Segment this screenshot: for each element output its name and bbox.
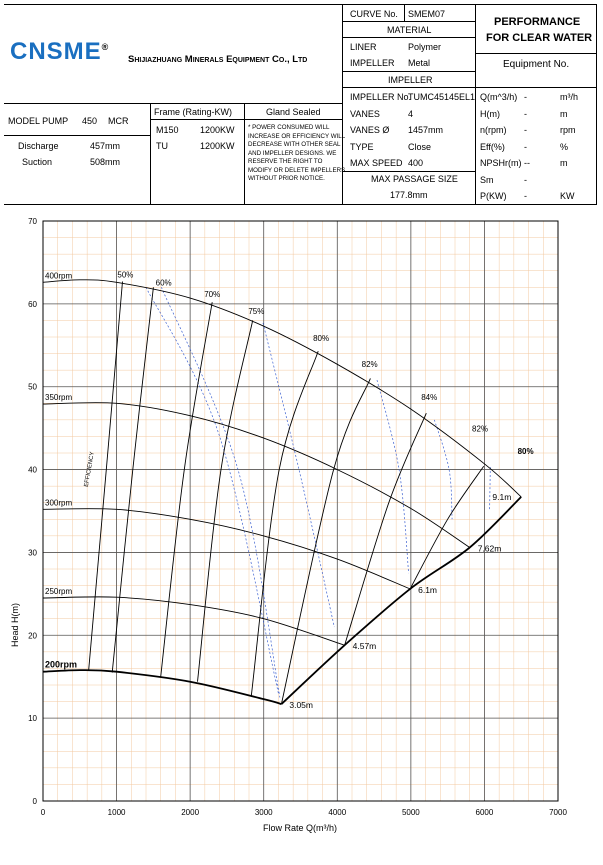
param-value: - — [524, 92, 527, 102]
y-tick-label: 20 — [28, 631, 37, 641]
npsh-label: 9.1m — [492, 492, 512, 503]
param-unit: m — [560, 108, 568, 119]
param-unit: % — [560, 141, 569, 152]
param-value: - — [524, 191, 527, 201]
param-label: Sm — [480, 174, 494, 185]
header-block — [4, 4, 597, 204]
impeller-material-label: IMPELLER — [350, 58, 395, 68]
model-pump-suffix: MCR — [108, 116, 129, 126]
impeller-section-label: IMPELLER — [388, 75, 433, 85]
speed-curve-label: 200rpm — [45, 659, 78, 670]
frame-row-2-rating: 1200KW — [200, 141, 235, 151]
speed-curve-label: 250rpm — [45, 587, 73, 596]
param-unit: rpm — [560, 125, 576, 135]
x-tick-label: 7000 — [549, 808, 567, 817]
param-unit: m — [560, 158, 568, 168]
type-label: TYPE — [350, 142, 374, 152]
liner-label: LINER — [350, 42, 377, 52]
frame-row-1-rating: 1200KW — [200, 125, 235, 135]
param-unit: m³/h — [560, 92, 578, 102]
suction-label: Suction — [22, 157, 53, 167]
npsh-label: 7.62m — [477, 543, 502, 554]
impeller-no-value: TUMC45145EL1 — [408, 92, 476, 102]
discharge-label: Discharge — [18, 141, 59, 151]
param-value: - — [524, 125, 527, 135]
param-label: P(KW) — [480, 191, 507, 201]
curve-no-value: SMEM07 — [408, 9, 446, 19]
x-tick-label: 0 — [40, 808, 46, 817]
efficiency-label: 82% — [361, 359, 378, 369]
efficiency-label: 80% — [313, 334, 330, 344]
efficiency-label: 50% — [117, 270, 134, 280]
vanes-dia-value: 1457mm — [408, 125, 444, 135]
company-name: Shijiazhuang Minerals Equipment Co., Ltd — [128, 54, 308, 65]
x-tick-label: 4000 — [328, 808, 347, 817]
y-tick-label: 40 — [28, 465, 37, 475]
x-tick-label: 2000 — [181, 808, 200, 817]
y-axis-label: Head H(m) — [10, 602, 20, 648]
notice-text: * POWER CONSUMED WILL INCREASE OR EFFICIENCY WILL DECREASE WITH OTHER SEAL AND IMPELLER DESIGNS. WE RESERVE THE RIGHT TO MODIFY OR DELETE IMPELLERS WITHOUT PRIOR NOTICE. — [248, 124, 346, 182]
param-label: NPSHr(m) — [480, 158, 522, 168]
max-speed-label: MAX SPEED — [350, 158, 403, 168]
speed-curve-label: 400rpm — [45, 271, 73, 281]
param-unit: KW — [560, 191, 575, 201]
max-speed-value: 400 — [408, 158, 424, 168]
type-value: Close — [408, 142, 432, 152]
curve-no-label: CURVE No. — [350, 9, 398, 19]
x-axis-label: Flow Rate Q(m³/h) — [262, 823, 338, 833]
efficiency-label: 70% — [204, 290, 221, 300]
npsh-label: 4.57m — [352, 641, 377, 652]
performance-chart — [0, 205, 603, 865]
param-value: -- — [524, 158, 530, 168]
efficiency-label: 84% — [421, 392, 438, 402]
impeller-material-value: Metal — [408, 58, 431, 68]
discharge-value: 457mm — [90, 141, 121, 151]
param-value: - — [524, 108, 527, 119]
performance-subtitle: FOR CLEAR WATER — [486, 32, 593, 44]
model-pump-value: 450 — [82, 116, 98, 126]
logo-reg: ® — [101, 42, 110, 52]
y-tick-label: 60 — [28, 299, 37, 309]
y-tick-label: 50 — [28, 382, 37, 392]
logo-text: CNSME — [10, 38, 102, 65]
param-label: Q(m^3/h) — [480, 92, 518, 102]
vanes-label: VANES — [350, 109, 380, 119]
material-label: MATERIAL — [387, 25, 432, 35]
efficiency-label: 75% — [248, 306, 265, 316]
max-passage-value: 177.8mm — [390, 190, 428, 200]
param-label: H(m) — [480, 108, 500, 119]
cnsme-logo — [10, 38, 109, 66]
frame-label: Frame (Rating-KW) — [154, 107, 233, 117]
param-value: - — [524, 141, 527, 152]
param-label: Eff(%) — [480, 141, 505, 152]
liner-value: Polymer — [408, 42, 442, 52]
y-tick-label: 0 — [32, 797, 37, 806]
y-tick-label: 30 — [28, 548, 37, 558]
y-tick-label: 10 — [28, 714, 37, 724]
equipment-no-label: Equipment No. — [503, 59, 570, 70]
vanes-value: 4 — [408, 109, 414, 119]
x-tick-label: 6000 — [475, 808, 494, 817]
param-value: - — [524, 174, 527, 185]
frame-row-2-frame: TU — [156, 141, 168, 151]
npsh-label: 3.05m — [289, 700, 313, 711]
y-tick-label: 70 — [28, 217, 37, 226]
max-passage-label: MAX PASSAGE SIZE — [371, 174, 458, 184]
speed-curve-label: 300rpm — [45, 498, 73, 508]
param-label: n(rpm) — [480, 125, 507, 135]
efficiency-label: 60% — [155, 278, 172, 288]
x-tick-label: 5000 — [401, 808, 420, 817]
gland-label: Gland Sealed — [266, 107, 321, 117]
impeller-no-label: IMPELLER No. — [350, 92, 412, 102]
x-tick-label: 1000 — [107, 808, 126, 817]
x-tick-label: 3000 — [254, 808, 273, 817]
efficiency-axis-label: EFFICIENCY — [83, 451, 96, 488]
npsh-label: 6.1m — [418, 584, 438, 595]
suction-value: 508mm — [90, 157, 121, 167]
vanes-dia-label: VANES Ø — [350, 125, 390, 135]
model-pump-label: MODEL PUMP — [8, 116, 69, 126]
performance-title: PERFORMANCE — [494, 16, 581, 28]
efficiency-label: 82% — [472, 424, 489, 434]
efficiency-label: 80% — [517, 446, 534, 456]
frame-row-1-frame: M150 — [156, 125, 179, 135]
speed-curve-label: 350rpm — [45, 393, 73, 403]
